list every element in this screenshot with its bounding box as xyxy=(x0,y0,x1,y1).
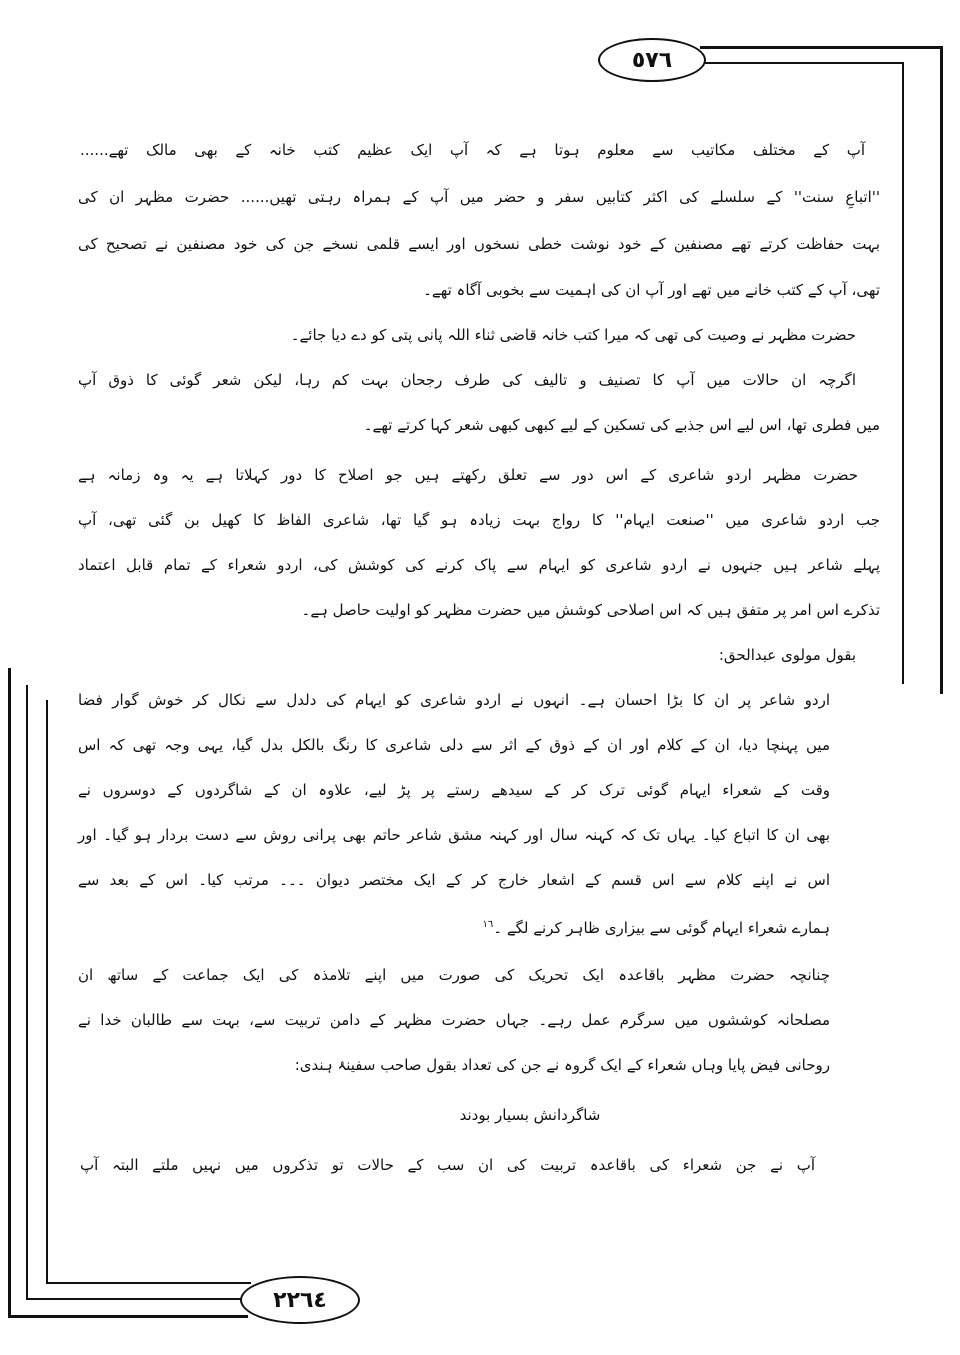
top-border-line-inner xyxy=(705,62,903,64)
page-number-bottom: ٢٢٦٤ xyxy=(240,1276,360,1324)
text-line: آپ نے جن شعراء کی باقاعدہ تربیت کی ان سب کے حالات تو تذکروں میں نہیں ملتے البتہ آپ xyxy=(80,1156,815,1174)
text-line: تذکرے اس امر پر متفق ہیں کہ اس اصلاحی کوشش میں حضرت مظہر کو اولیت حاصل ہے۔ xyxy=(301,601,880,619)
text-line: ''اتباعِ سنت'' کے سلسلے کی اکثر کتابیں سفر و حضر میں آپ کے ہمراہ رہتی تھیں...... حضرت مظہر ان کی xyxy=(78,188,880,206)
text-line: حضرت مظہر نے وصیت کی تھی کہ میرا کتب خانہ قاضی ثناء اللہ پانی پتی کو دے دیا جائے۔ xyxy=(290,326,856,344)
page-number-top: ٥٧٦ xyxy=(598,38,706,82)
text-line: مصلحانہ کوششوں میں سرگرم عمل رہے۔ جہاں حضرت مظہر کے دامن تربیت سے، بہت سے طالبان خدا نے xyxy=(78,1011,830,1029)
quote-line xyxy=(78,913,830,940)
quote-line: وقت کے شعراء ایہام گوئی ترک کر کے سیدھے رستے پر پڑ لیے، علاوہ ان کے شاگردوں کے دوسروں نے xyxy=(78,781,830,799)
text-line: بقول مولوی عبدالحق: xyxy=(718,646,856,664)
left-border-line-mid xyxy=(26,685,28,1300)
text-line: پہلے شاعر ہیں جنہوں نے اردو شاعری کو ایہام سے پاک کرنے کی کوشش کی، اردو شعراء کے تمام قابل اعتماد xyxy=(78,556,880,574)
text-line: تھی، آپ کے کتب خانے میں تھے اور آپ ان کی اہمیت سے بخوبی آگاہ تھے۔ xyxy=(423,281,880,299)
left-border-line-inner xyxy=(46,700,48,1283)
bottom-border-line-outer xyxy=(8,1315,248,1318)
text-line: بہت حفاظت کرتے تھے مصنفین کے خود نوشت خطی نسخوں اور ایسے قلمی نسخے جن کی خود مصنفین نے تصحیح کی xyxy=(78,235,880,253)
quote-last-text: ہمارے شعراء ایہام گوئی سے بیزاری ظاہر کرنے لگے ۔ xyxy=(493,919,830,937)
quote-line: بھی ان کا اتباع کیا۔ یہاں تک کہ کہنہ سال اور کہنہ مشق شاعر حاتم بھی پرانی روش سے دست بردار ہو گیا۔ اور xyxy=(78,826,830,844)
quote-line: میں پہنچا دیا، ان کے کلام اور ان کے ذوق کے اثر سے دلی شاعری کا رنگ بالکل بدل گیا، یہی وجہ تھی کہ اس xyxy=(78,736,830,754)
text-line: میں فطری تھا، اس لیے اس جذبے کی تسکین کے لیے کبھی کبھی شعر کہا کرتے تھے۔ xyxy=(363,416,880,434)
text-line: جب اردو شاعری میں ''صنعت ایہام'' کا رواج بہت زیادہ ہو گیا تھا، شاعری الفاظ کا کھیل بن گئی تھی، آپ xyxy=(78,511,880,529)
text-line: حضرت مظہر اردو شاعری کے اس دور سے تعلق رکھتے ہیں جو اصلاح کا دور کہلاتا ہے یہ وہ زمانہ ہے xyxy=(78,466,858,484)
right-border-line-inner xyxy=(902,62,904,684)
left-border-line-outer xyxy=(8,668,11,1318)
text-line: چنانچہ حضرت مظہر باقاعدہ ایک تحریک کی صورت میں اپنے تلامذہ کی ایک جماعت کے ساتھ ان xyxy=(78,966,830,984)
right-border-line-outer xyxy=(940,46,943,694)
quote-line: اس نے اپنے کلام سے اس قسم کے اشعار خارج کر کے ایک مختصر دیوان ۔۔۔ مرتب کیا۔ اس کے بعد سے xyxy=(78,871,830,889)
verse-line: شاگردانش بسیار بودند xyxy=(459,1106,601,1124)
bottom-border-line-inner xyxy=(46,1282,251,1284)
top-border-line-outer xyxy=(700,46,942,49)
quote-line: اردو شاعر پر ان کا بڑا احسان ہے۔ انہوں نے اردو شاعری کو ایہام کی دلدل سے نکال کر خوش گوار فضا xyxy=(78,691,830,709)
bottom-border-line-mid xyxy=(26,1298,246,1300)
text-line: آپ کے مختلف مکاتیب سے معلوم ہوتا ہے کہ آپ ایک عظیم کتب خانہ کے بھی مالک تھے...... xyxy=(80,141,865,159)
text-line: اگرچہ ان حالات میں آپ کا تصنیف و تالیف کی طرف رجحان بہت کم رہا، لیکن شعر گوئی کا ذوق آپ xyxy=(78,371,856,389)
text-line: روحانی فیض پایا وہاں شعراء کے ایک گروہ نے جن کی تعداد بقول صاحب سفینۂ ہندی: xyxy=(294,1056,830,1074)
footnote-ref: ١٦ xyxy=(482,919,494,930)
